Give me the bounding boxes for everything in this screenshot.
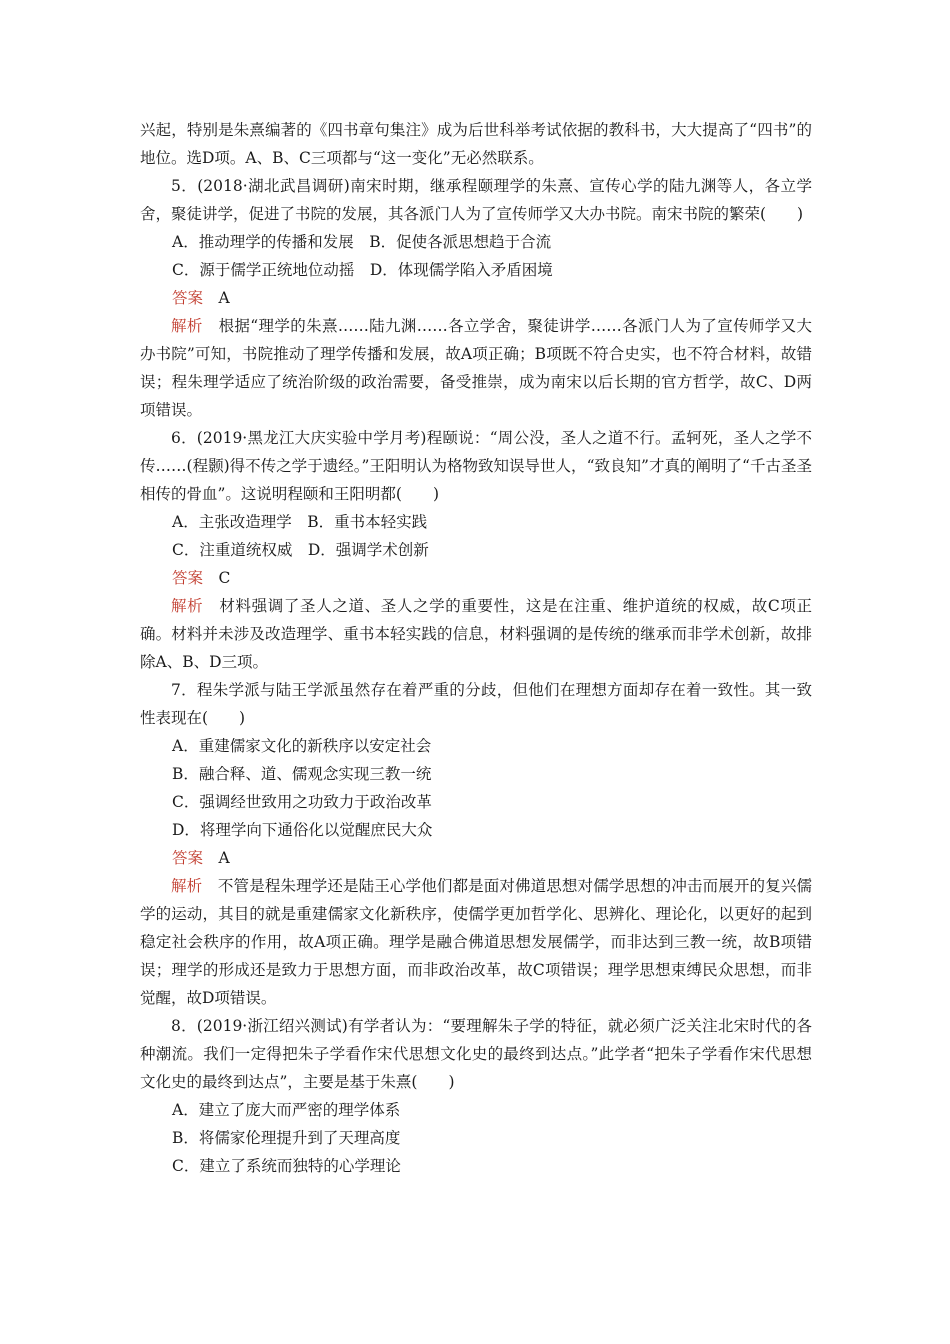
option-line: A．重建儒家文化的新秩序以安定社会 (172, 737, 432, 755)
question-7 (140, 676, 812, 1012)
option-line: A．建立了庞大而严密的理学体系 (172, 1101, 401, 1119)
option-line: D．将理学向下通俗化以觉醒庶民大众 (172, 821, 433, 839)
document-body (140, 116, 812, 1180)
answer-label: 答案 (172, 849, 204, 867)
answer-value: A (218, 289, 230, 307)
analysis-label: 解析 (171, 597, 204, 615)
intro-paragraph: 兴起，特别是朱熹编著的《四书章句集注》成为后世科举考试依据的教科书，大大提高了“四书”的地位。选D项。A、B、C三项都与“这一变化”无必然联系。 (140, 121, 812, 167)
analysis-text: 材料强调了圣人之道、圣人之学的重要性，这是在注重、维护道统的权威，故C项正确。材料并未涉及改造理学、重书本轻实践的信息，材料强调的是传统的继承而非学术创新，故排除A、B、D三项。 (140, 597, 812, 671)
analysis-text: 根据“理学的朱熹……陆九渊……各立学舍，聚徒讲学……各派门人为了宣传师学又大办书院”可知，书院推动了理学传播和发展，故A项正确；B项既不符合史实，也不符合材料，故错误；程朱理学适应了统治阶级的政治需要，备受推崇，成为南宋以后长期的官方哲学，故C、D两项错误。 (140, 317, 812, 419)
question-6 (140, 424, 812, 676)
answer-label: 答案 (172, 289, 204, 307)
answer-value: A (218, 849, 230, 867)
option-line: C．强调经世致用之功致力于政治改革 (172, 793, 432, 811)
option-line: C．源于儒学正统地位动摇 D．体现儒学陷入矛盾困境 (172, 261, 553, 279)
analysis-text: 不管是程朱理学还是陆王心学他们都是面对佛道思想对儒学思想的冲击而展开的复兴儒学的运动，其目的就是重建儒家文化新秩序，使儒学更加哲学化、思辨化、理论化，以更好的起到稳定社会秩序的作用，故A项正确。理学是融合佛道思想发展儒学，而非达到三教一统，故B项错误；理学的形成还是致力于思想方面，而非政治改革，故C项错误；理学思想束缚民众思想，而非觉醒，故D项错误。 (140, 877, 812, 1007)
answer-line (140, 284, 812, 312)
option-line: C．建立了系统而独特的心学理论 (172, 1157, 401, 1175)
analysis-paragraph (140, 312, 812, 424)
option-line: B．将儒家伦理提升到了天理高度 (172, 1129, 401, 1147)
answer-line (140, 844, 812, 872)
question-stem: 8．(2019·浙江绍兴测试)有学者认为：“要理解朱子学的特征，就必须广泛关注北宋时代的各种潮流。我们一定得把朱子学看作宋代思想文化史的最终到达点。”此学者“把朱子学看作宋代思想文化史的最终到达点”，主要是基于朱熹( ) (140, 1017, 812, 1091)
analysis-paragraph (140, 872, 812, 1012)
option-line: B．融合释、道、儒观念实现三教一统 (172, 765, 432, 783)
analysis-paragraph (140, 592, 812, 676)
question-8 (140, 1012, 812, 1180)
analysis-label: 解析 (171, 317, 203, 335)
question-5 (140, 172, 812, 424)
answer-label: 答案 (172, 569, 204, 587)
option-line: A．推动理学的传播和发展 B．促使各派思想趋于合流 (172, 233, 552, 251)
option-line: C．注重道统权威 D．强调学术创新 (172, 541, 429, 559)
question-stem: 5．(2018·湖北武昌调研)南宋时期，继承程颐理学的朱熹、宣传心学的陆九渊等人，各立学舍，聚徒讲学，促进了书院的发展，其各派门人为了宣传师学又大办书院。南宋书院的繁荣( ) (140, 177, 812, 223)
question-stem: 7．程朱学派与陆王学派虽然存在着严重的分歧，但他们在理想方面却存在着一致性。其一致性表现在( ) (140, 681, 812, 727)
answer-line (140, 564, 812, 592)
option-line: A．主张改造理学 B．重书本轻实践 (172, 513, 428, 531)
question-stem: 6．(2019·黑龙江大庆实验中学月考)程颐说：“周公没，圣人之道不行。孟轲死，圣人之学不传……(程颢)得不传之学于遗经。”王阳明认为格物致知误导世人，“致良知”才真的阐明了“千古圣圣相传的骨血”。这说明程颐和王阳明都( ) (140, 429, 812, 503)
answer-value: C (218, 569, 231, 587)
analysis-label: 解析 (171, 877, 203, 895)
